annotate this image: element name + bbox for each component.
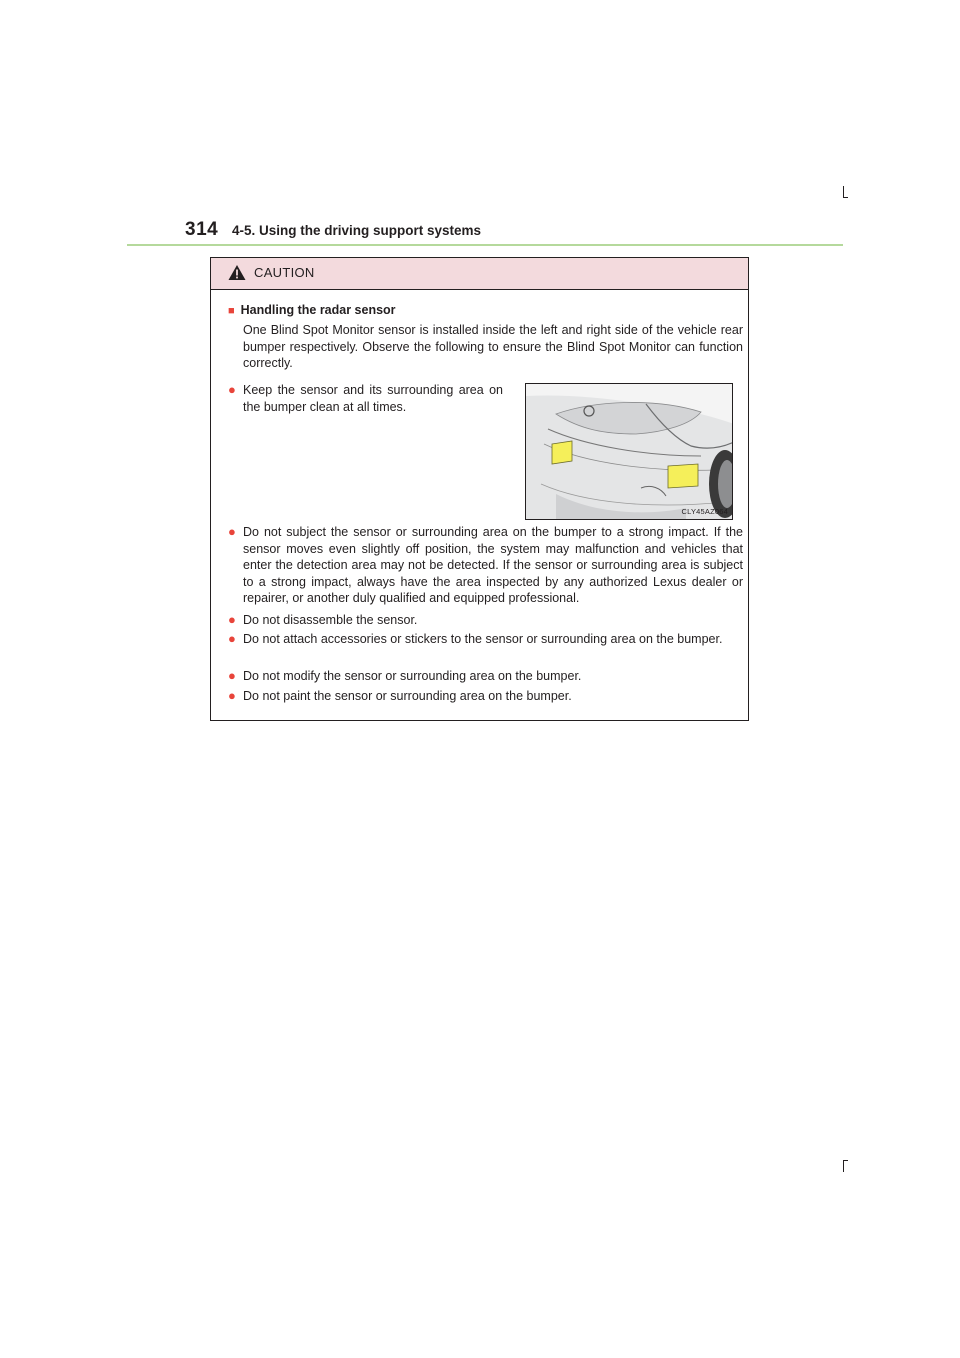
- circle-bullet-icon: ●: [228, 688, 236, 703]
- caution-title: CAUTION: [254, 265, 315, 280]
- warning-triangle-icon: [228, 264, 246, 281]
- bullet-text: Do not subject the sensor or surrounding area on the bumper to a strong impact. If the sensor moves even slightly off position, the system may malfunction and vehicles that enter the detection area may not be detected. If the sensor or surrounding area is subject to a strong impact, always have the area inspected by any authorized Lexus dealer or repairer, or another duly qualified and equipped professional.: [243, 525, 743, 605]
- car-rear-illustration: [526, 384, 733, 520]
- bullet-text: Do not disassemble the sensor.: [243, 613, 418, 627]
- circle-bullet-icon: ●: [228, 382, 236, 397]
- bullet-text: Do not attach accessories or stickers to the sensor or surrounding area on the bumper.: [243, 632, 723, 646]
- caution-heading-text: Handling the radar sensor: [240, 303, 396, 317]
- header-rule: [127, 244, 843, 246]
- bullet-text: Keep the sensor and its surrounding area on the bumper clean at all times.: [243, 383, 503, 414]
- circle-bullet-icon: ●: [228, 631, 236, 646]
- crop-mark-bottom: [843, 1160, 844, 1172]
- circle-bullet-icon: ●: [228, 612, 236, 627]
- sensor-location-illustration: [525, 383, 733, 520]
- caution-heading: [228, 303, 396, 317]
- square-bullet-icon: ■: [228, 305, 235, 317]
- crop-mark-top-foot: [843, 197, 848, 198]
- section-title: 4-5. Using the driving support systems: [232, 223, 482, 238]
- bullet-text: Do not paint the sensor or surrounding area on the bumper.: [243, 689, 572, 703]
- figure-code: CLY45AZ064: [681, 507, 728, 516]
- caution-header: [211, 258, 748, 290]
- circle-bullet-icon: ●: [228, 668, 236, 683]
- page-number: 314: [185, 219, 219, 240]
- caution-box: [210, 257, 749, 721]
- caution-intro: One Blind Spot Monitor sensor is installed inside the left and right side of the vehicle rear bumper respectively. Observe the following to ensure the Blind Spot Monitor can function correctly.: [243, 323, 743, 370]
- bullet-text: Do not modify the sensor or surrounding area on the bumper.: [243, 669, 582, 683]
- circle-bullet-icon: ●: [228, 524, 236, 539]
- crop-mark-bottom-foot: [843, 1160, 848, 1161]
